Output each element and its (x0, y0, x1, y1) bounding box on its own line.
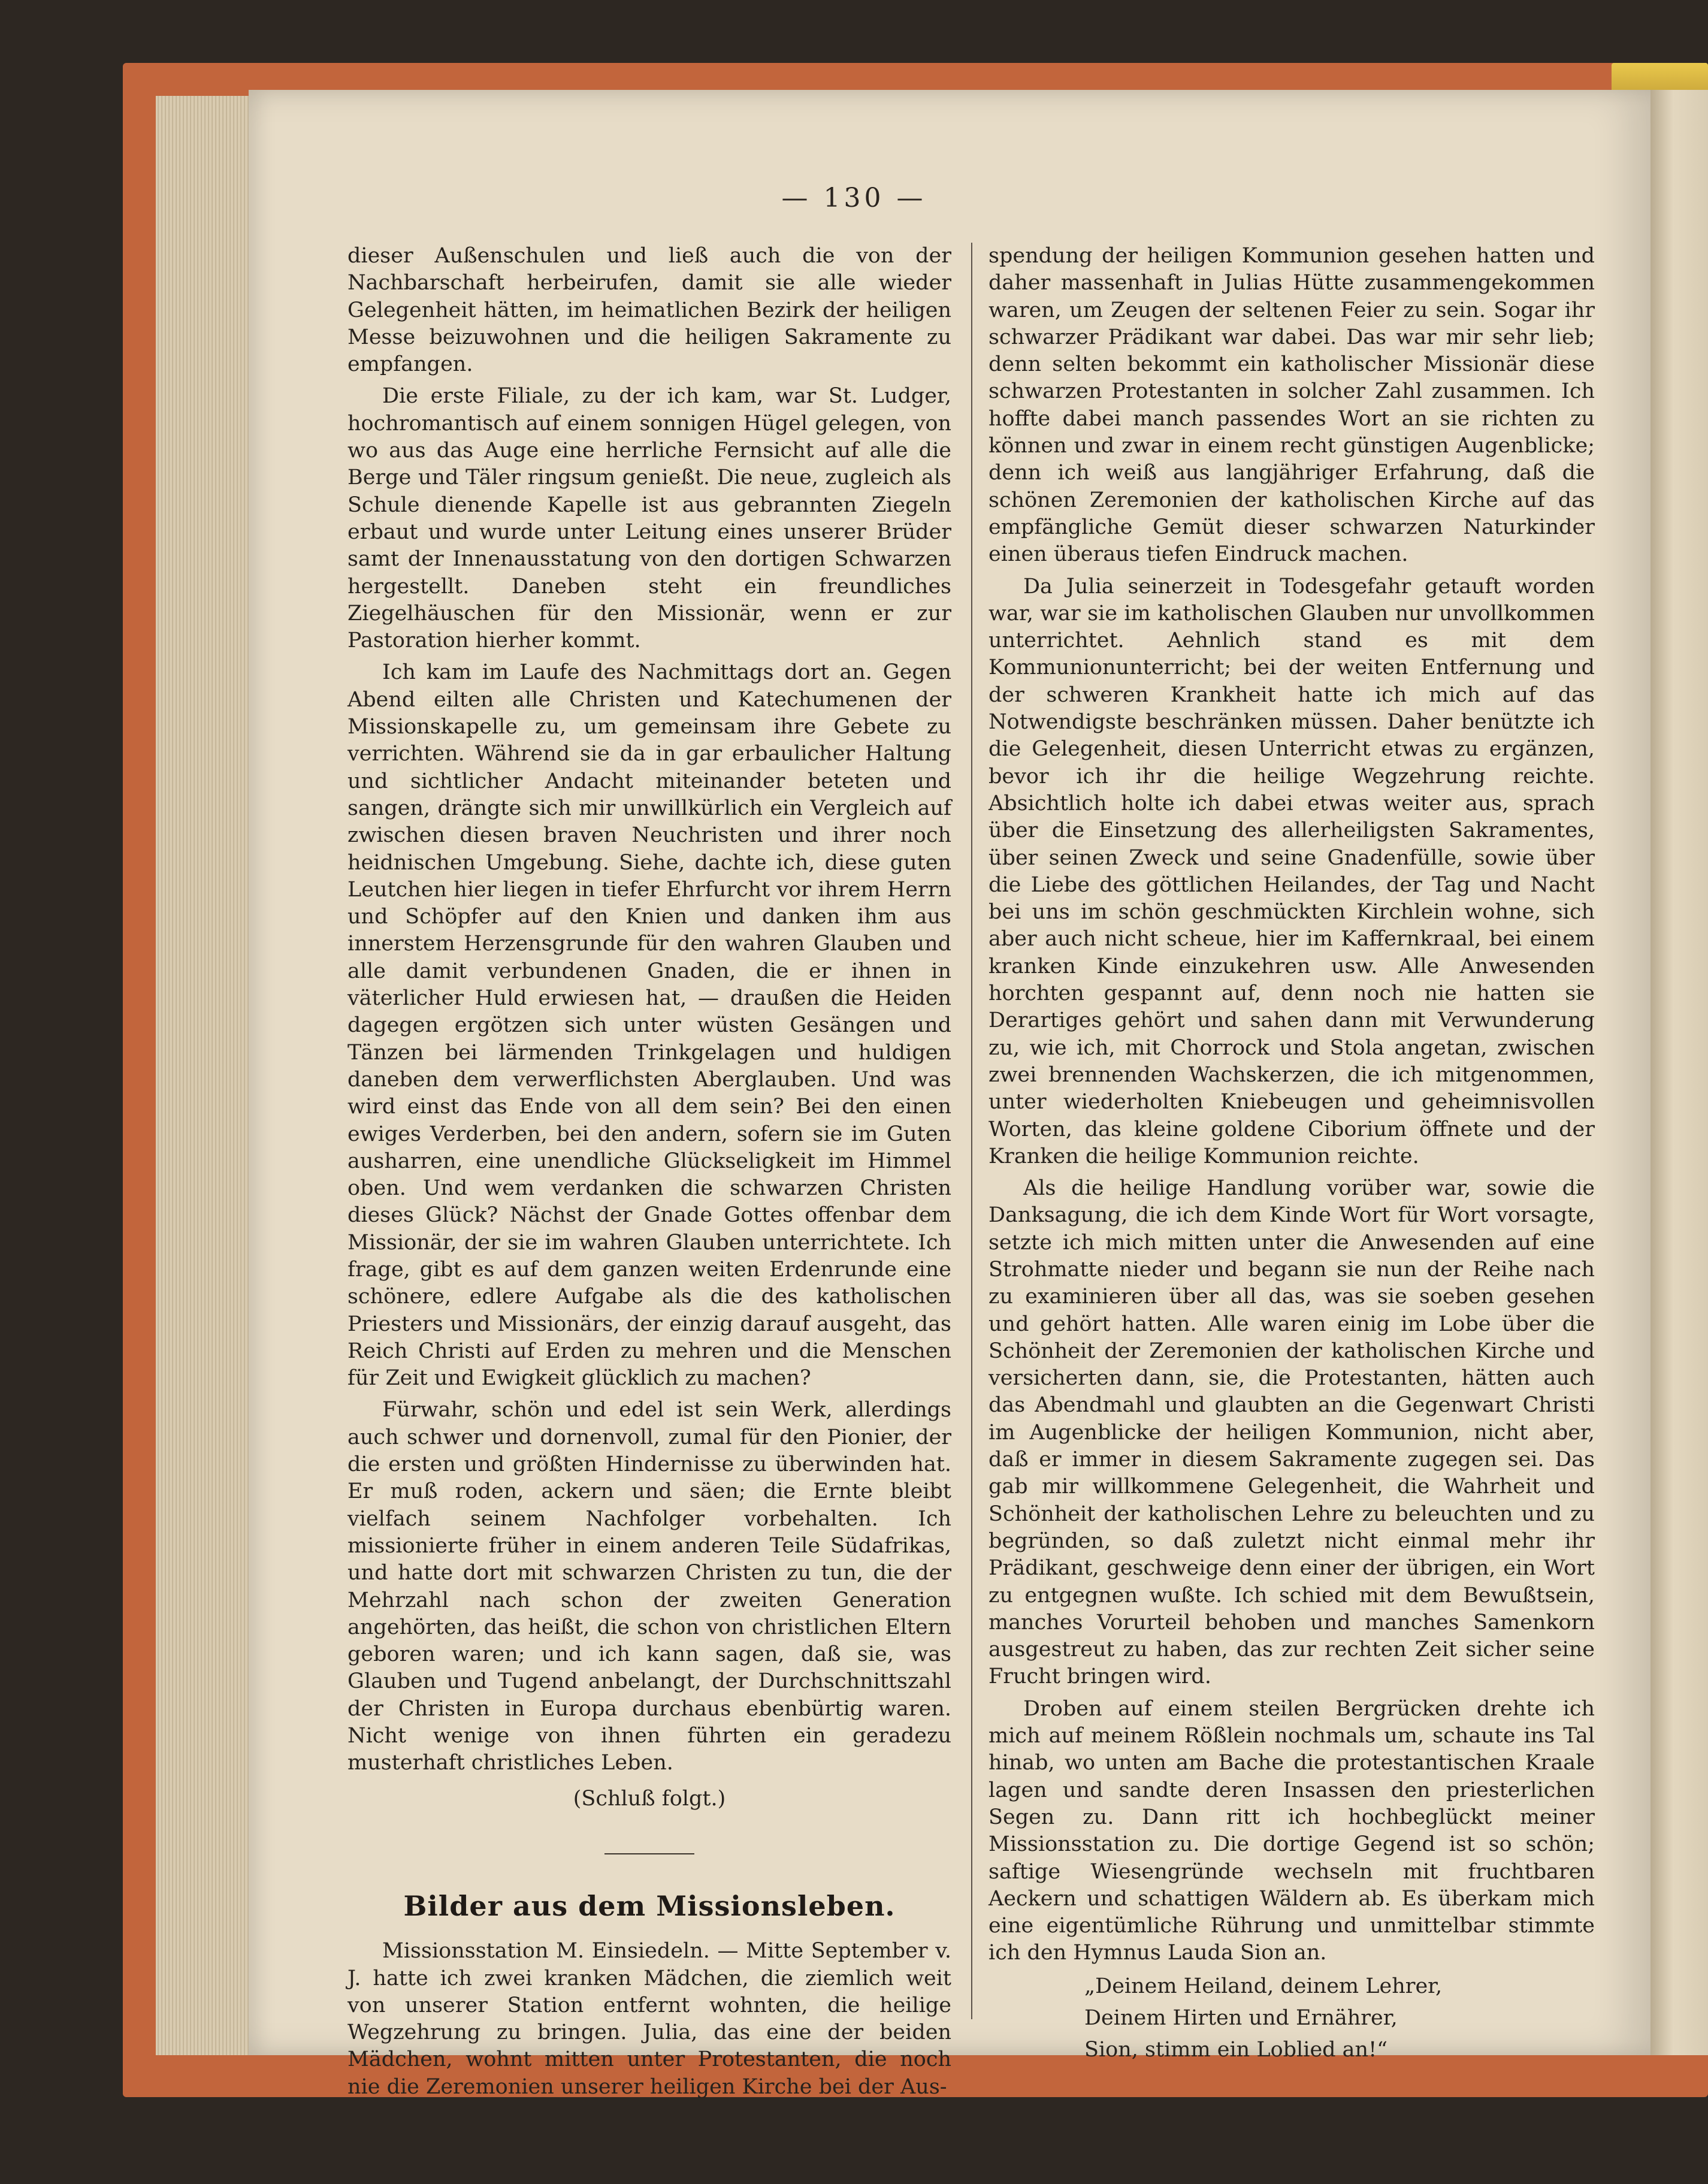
left-column (347, 243, 951, 2101)
continuation-note: (Schluß folgt.) (573, 1786, 726, 1811)
paragraph: spendung der heiligen Kommunion gesehen hatten und daher massenhaft in Julias Hütte zusammengekommen waren, um Zeugen der seltenen Feier zu sein. Sogar ihr schwarzer Prädikant war dabei. Das war mir sehr lieb; denn selten bekommt ein katholischer Missionär diese schwarzen Protestanten in solcher Zahl zusammen. Ich hoffte dabei manch passendes Wort an sie richten zu können und zwar in einem recht günstigen Augenblicke; denn ich weiß aus langjähriger Erfahrung, daß die schönen Zeremonien der katholischen Kirche auf das empfängliche Gemüt dieser schwarzen Naturkinder einen überaus tiefen Eindruck machen. (988, 244, 1595, 567)
paragraph: Droben auf einem steilen Bergrücken drehte ich mich auf meinem Rößlein nochmals um, schaute ins Tal hinab, wo unten am Bache die protestantischen Kraale lagen und sandte deren Insassen den priesterlichen Segen zu. Dann ritt ich hochbeglückt meiner Missionsstation zu. Die dortige Gegend ist so schön; saftige Wiesengründe wechseln mit fruchtbaren Aeckern und schattigen Wäldern ab. Es überkam mich eine eigentümliche Rührung und unmittelbar stimmte ich den Hymnus Lauda Sion an. (988, 1696, 1595, 1965)
hymn-quote (988, 1973, 1595, 2064)
paragraph: Da Julia seinerzeit in Todesgefahr getauft worden war, war sie im katholischen Glauben nur unvollkommen unterrichtet. Aehnlich stand es mit dem Kommunionunterricht; bei der weiten Entfernung und der schweren Krankheit hatte ich mich auf das Notwendigste beschränken müssen. Daher benützte ich die Gelegenheit, diesen Unterricht etwas zu ergänzen, bevor ich ihr die heilige Wegzehrung reichte. Absichtlich holte ich dabei etwas weiter aus, sprach über die Einsetzung des allerheiligsten Sakramentes, über seinen Zweck und seine Gnadenfülle, sowie über die Liebe des göttlichen Heilandes, der Tag und Nacht bei uns im schön geschmückten Kirchlein wohne, sich aber auch nicht scheue, hier im Kaffernkraal, bei einem kranken Kinde einzukehren usw. Alle Anwesenden horchten gespannt auf, denn noch nie hatten sie Derartiges gehört und sahen dann mit Verwunderung zu, wie ich, mit Chorrock und Stola angetan, zwischen zwei brennenden Wachskerzen, die ich mitgenommen, unter wiederholten Kniebeugen und geheimnisvollen Worten, das kleine goldene Ciborium öffnete und der Kranken die heilige Kommunion reichte. (988, 574, 1595, 1168)
paragraph: Ich kam im Laufe des Nachmittags dort an. Gegen Abend eilten alle Christen und Katechumenen der Missionskapelle zu, um gemeinsam ihre Gebete zu verrichten. Während sie da in gar erbaulicher Haltung und sichtlicher Andacht miteinander beteten und sangen, drängte sich mir unwillkürlich ein Vergleich auf zwischen diesen braven Neuchristen und ihrer noch heidnischen Umgebung. Siehe, dachte ich, diese guten Leutchen hier liegen in tiefer Ehrfurcht vor ihrem Herrn und Schöpfer auf den Knien und danken ihm aus innerstem Herzensgrunde für den wahren Glauben und alle damit verbundenen Gnaden, die er ihnen in väterlicher Huld erwiesen hat, — draußen die Heiden dagegen ergötzen sich unter wüsten Gesängen und Tänzen bei lärmenden Trinkgelagen und huldigen daneben dem verwerflichsten Aberglauben. Und was wird einst das Ende von all dem sein? Bei den einen ewiges Verderben, bei den andern, sofern sie im Guten ausharren, eine unendliche Glückseligkeit im Himmel oben. Und wem verdanken die schwarzen Christen dieses Glück? Nächst der Gnade Gottes offenbar dem Missionär, der sie im wahren Glauben unterrichtete. Ich frage, gibt es auf dem ganzen weiten Erdenrunde eine schönere, edlere Aufgabe als die des katholischen Priesters und Missionärs, der einzig darauf ausgeht, das Reich Christi auf Erden zu mehren und die Menschen für Zeit und Ewigkeit glücklich zu machen? (347, 660, 951, 1391)
column-divider (971, 243, 972, 2019)
section-separator (604, 1853, 694, 1854)
paragraph: Die erste Filiale, zu der ich kam, war St. Ludger, hochromantisch auf einem sonnigen Hügel gelegen, von wo aus das Auge eine herrliche Fernsicht auf alle die Berge und Täler ringsum genießt. Die neue, zugleich als Schule dienende Kapelle ist aus gebrannten Ziegeln erbaut und wurde unter Leitung eines unserer Brüder samt der Innenausstatung von den dortigen Schwarzen hergestellt. Daneben steht ein freundliches Ziegelhäuschen für den Missionär, wenn er zur Pastoration hierher kommt. (347, 384, 951, 653)
quote-line: Deinem Hirten und Ernährer, (1084, 2006, 1398, 2030)
paragraph: Als die heilige Handlung vorüber war, sowie die Danksagung, die ich dem Kinde Wort für Wort vorsagte, setzte ich mich mitten unter die Anwesenden auf eine Strohmatte nieder und begann sie nun der Reihe nach zu examinieren über all das, was sie soeben gesehen und gehört hatten. Alle waren einig im Lobe über die Schönheit der Zeremonien der katholischen Kirche und versicherten dann, sie, die Protestanten, hätten auch das Abendmahl und glaubten an die Gegenwart Christi im Augenblicke der heiligen Kommunion, nicht aber, daß er immer in diesem Sakramente zugegen sei. Das gab mir willkommene Gelegenheit, die Wahrheit und Schönheit der katholischen Lehre zu beleuchten und zu begründen, so daß zuletzt nicht einmal mehr ihr Prädikant, geschweige denn einer der übrigen, ein Wort zu entgegnen wußte. Ich schied mit dem Bewußtsein, manches Vorurteil behoben und manches Samenkorn ausgestreut zu haben, das zur rechten Zeit sicher seine Frucht bringen wird. (988, 1176, 1595, 1689)
quote-line: „Deinem Heiland, deinem Lehrer, (1084, 1974, 1443, 1998)
page-number: — 130 — (781, 183, 927, 213)
quote-line: Sion, stimm ein Loblied an!“ (1084, 2038, 1388, 2062)
paragraph: Missionsstation M. Einsiedeln. — Mitte September v. J. hatte ich zwei kranken Mädchen, die ziemlich weit von unserer Station entfernt wohnten, die heilige Wegzehrung zu bringen. Julia, das eine der beiden Mädchen, wohnt mitten unter Protestanten, die noch nie die Zeremonien unserer heiligen Kirche bei der Aus- (347, 1939, 951, 2099)
right-column (988, 243, 1595, 2064)
section-title: Bilder aus dem Missionsleben. (403, 1889, 896, 1922)
facing-page-edge (1650, 90, 1708, 2055)
paragraph: dieser Außenschulen und ließ auch die von der Nachbarschaft herbeirufen, damit sie alle wieder Gelegenheit hätten, im heimatlichen Bezirk der heiligen Messe beizuwohnen und die heiligen Sakramente zu empfangen. (347, 244, 951, 377)
paragraph: Fürwahr, schön und edel ist sein Werk, allerdings auch schwer und dornenvoll, zumal für den Pionier, der die ersten und größten Hindernisse zu überwinden hat. Er muß roden, ackern und säen; die Ernte bleibt vielfach seinem Nachfolger vorbehalten. Ich missionierte früher in einem anderen Teile Südafrikas, und hatte dort mit schwarzen Christen zu tun, die der Mehrzahl nach schon der zweiten Generation angehörten, das heißt, die schon von christlichen Eltern geboren waren; und ich kann sagen, daß sie, was Glauben und Tugend anbelangt, der Durchschnittszahl der Christen in Europa durchaus ebenbürtig waren. Nicht wenige von ihnen führten ein geradezu musterhaft christliches Leben. (347, 1398, 951, 1775)
